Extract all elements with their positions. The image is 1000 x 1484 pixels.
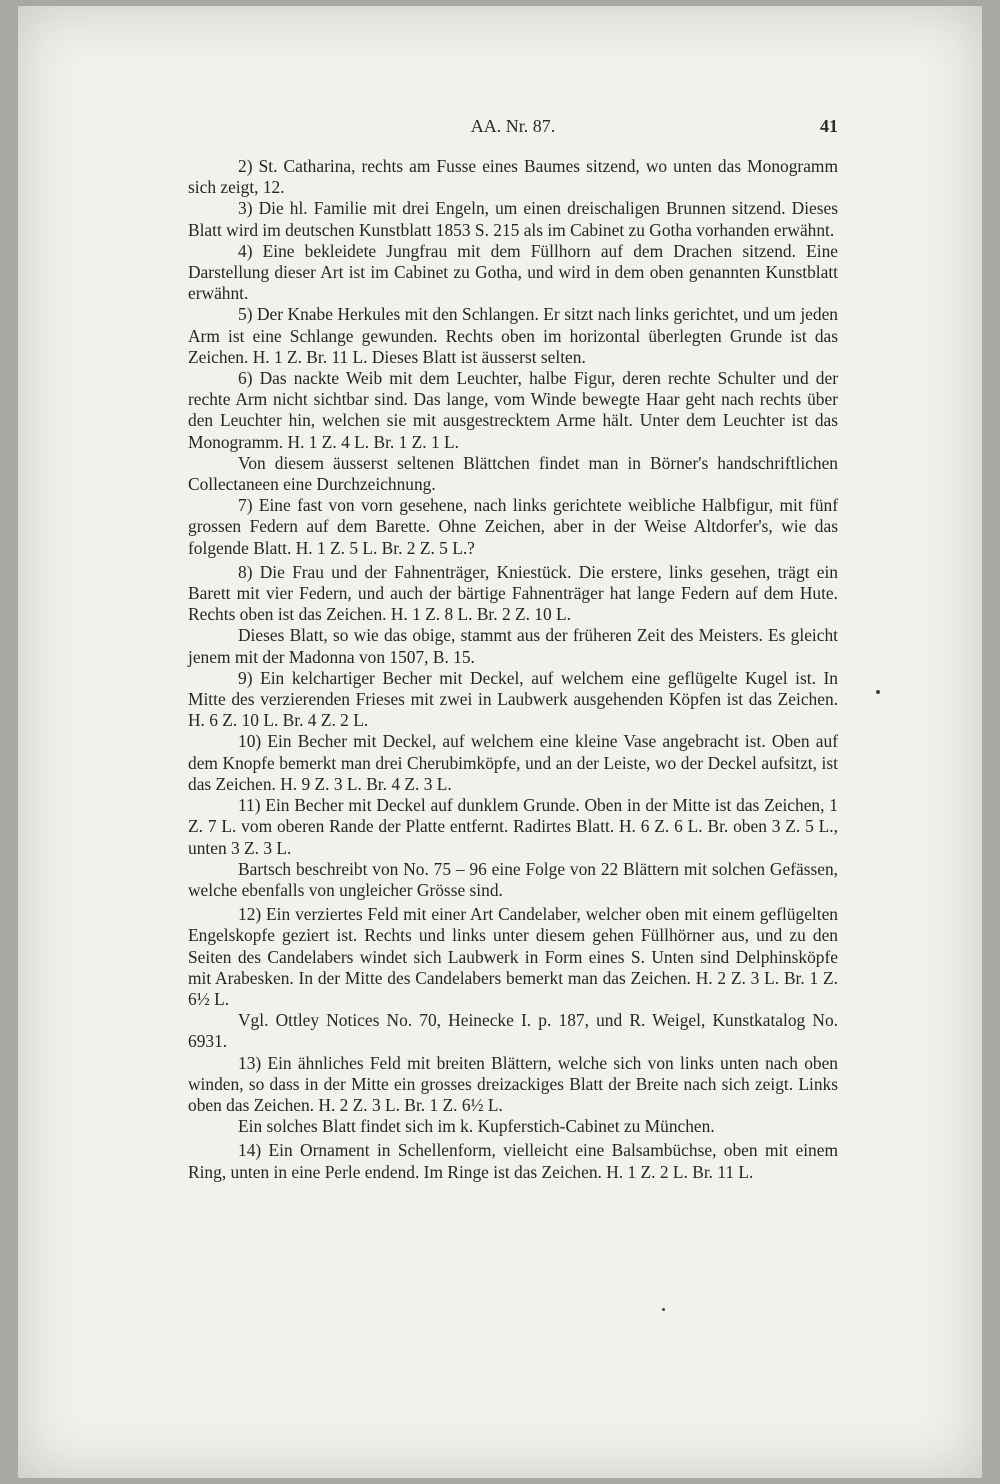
paragraph-entry-6: 6) Das nackte Weib mit dem Leuchter, halbe Figur, deren rechte Schulter und der rechte Arm nicht sichtbar sind. Das lange, vom Winde bewegte Haar geht nach rechts über den Leuchter hin, welchen sie mit ausgestrecktem Arme hält. Unter dem Leuchter ist das Monogramm. H. 1 Z. 4 L. Br. 1 Z. 1 L. xyxy=(188,368,838,452)
paragraph-note-6: Von diesem äusserst seltenen Blättchen findet man in Börner's handschriftlichen Collectaneen eine Durchzeichnung. xyxy=(188,452,838,495)
paragraph-note-12: Vgl. Ottley Notices No. 70, Heinecke I. p. 187, und R. Weigel, Kunstkatalog No. 6931. xyxy=(188,1010,838,1052)
page-header xyxy=(188,116,838,140)
running-title: AA. Nr. 87. xyxy=(470,116,556,136)
page-number: 41 xyxy=(820,116,838,136)
paragraph-entry-11: 11) Ein Becher mit Deckel auf dunklem Grunde. Oben in der Mitte ist das Zeichen, 1 Z. 7 L. vom oberen Rande der Platte entfernt. Radirtes Blatt. H. 6 Z. 6 L. Br. oben 3 Z. 5 L., unten 3 Z. 3 L. xyxy=(188,795,838,858)
paragraph-note-13: Ein solches Blatt findet sich im k. Kupferstich-Cabinet zu München. xyxy=(238,1116,715,1137)
paragraph-note-11: Bartsch beschreibt von No. 75 – 96 eine Folge von 22 Blättern mit solchen Gefässen, welche ebenfalls von ungleicher Grösse sind. xyxy=(188,858,838,900)
paragraph-entry-3: 3) Die hl. Familie mit drei Engeln, um einen dreischaligen Brunnen sitzend. Dieses Blatt wird im deutschen Kunstblatt 1853 S. 215 als im Cabinet zu Gotha vorhanden erwähnt. xyxy=(188,198,838,240)
paragraph-entry-5: 5) Der Knabe Herkules mit den Schlangen. Er sitzt nach links gerichtet, und um jeden Arm ist eine Schlange gewunden. Rechts oben im horizontal überlegten Grunde ist das Zeichen. H. 1 Z. Br. 11 L. Dieses Blatt ist äusserst selten. xyxy=(188,304,838,367)
paragraph-entry-12: 12) Ein verziertes Feld mit einer Art Candelaber, welcher oben mit einem geflügelten Engelskopfe geziert ist. Rechts und links unter diesem gehen Füllhörner aus, und zu den Seiten des Candelabers windet sich Laubwerk in Form eines S. Unten sind Delphinsköpfe mit Arabesken. In der Mitte des Candelabers bemerkt man das Zeichen. H. 2 Z. 3 L. Br. 1 Z. 6½ L. xyxy=(188,904,838,1009)
body-text xyxy=(188,156,838,1183)
paragraph-entry-4: 4) Eine bekleidete Jungfrau mit dem Füllhorn auf dem Drachen sitzend. Eine Darstellung dieser Art ist im Cabinet zu Gotha, und wird in dem oben genannten Kunstblatt erwähnt. xyxy=(188,240,838,304)
stray-ink-dot xyxy=(662,1308,665,1311)
paragraph-entry-8: 8) Die Frau und der Fahnenträger, Kniestück. Die erstere, links gesehen, trägt ein Barett mit vier Federn, und auch der bärtige Fahnenträger hat lange Federn auf dem Hute. Rechts oben ist das Zeichen. H. 1 Z. 8 L. Br. 2 Z. 10 L. xyxy=(188,561,838,625)
stray-ink-mark xyxy=(876,690,880,694)
paragraph-entry-10: 10) Ein Becher mit Deckel, auf welchem eine kleine Vase angebracht ist. Oben auf dem Knopfe bemerkt man drei Cherubimköpfe, und an der Leiste, wo der Deckel aufsitzt, ist das Zeichen. H. 9 Z. 3 L. Br. 4 Z. 3 L. xyxy=(188,731,838,794)
paragraph-note-8: Dieses Blatt, so wie das obige, stammt aus der früheren Zeit des Meisters. Es gleicht jenem mit der Madonna von 1507, B. 15. xyxy=(188,625,838,667)
paragraph-entry-7: 7) Eine fast von vorn gesehene, nach links gerichtete weibliche Halbfigur, mit fünf grossen Federn auf dem Barette. Ohne Zeichen, aber in der Weise Altdorfer's, wie das folgende Blatt. H. 1 Z. 5 L. Br. 2 Z. 5 L.? xyxy=(188,495,838,558)
paragraph-entry-13: 13) Ein ähnliches Feld mit breiten Blättern, welche sich von links unten nach oben winden, so dass in der Mitte ein grosses dreizackiges Blatt der Breite nach sich zeigt. Links oben das Zeichen. H. 2 Z. 3 L. Br. 1 Z. 6½ L. xyxy=(188,1052,838,1115)
paragraph-entry-2: 2) St. Catharina, rechts am Fusse eines Baumes sitzend, wo unten das Monogramm sich zeigt, 12. xyxy=(188,156,838,198)
paragraph-entry-9: 9) Ein kelchartiger Becher mit Deckel, auf welchem eine geflügelte Kugel ist. In Mitte des verzierenden Frieses mit zwei in Laubwerk ausgehenden Köpfen ist das Zeichen. H. 6 Z. 10 L. Br. 4 Z. 2 L. xyxy=(188,667,838,731)
paragraph-entry-14: 14) Ein Ornament in Schellenform, vielleicht eine Balsambüchse, oben mit einem Ring, unten in eine Perle endend. Im Ringe ist das Zeichen. H. 1 Z. 2 L. Br. 11 L. xyxy=(188,1140,838,1182)
